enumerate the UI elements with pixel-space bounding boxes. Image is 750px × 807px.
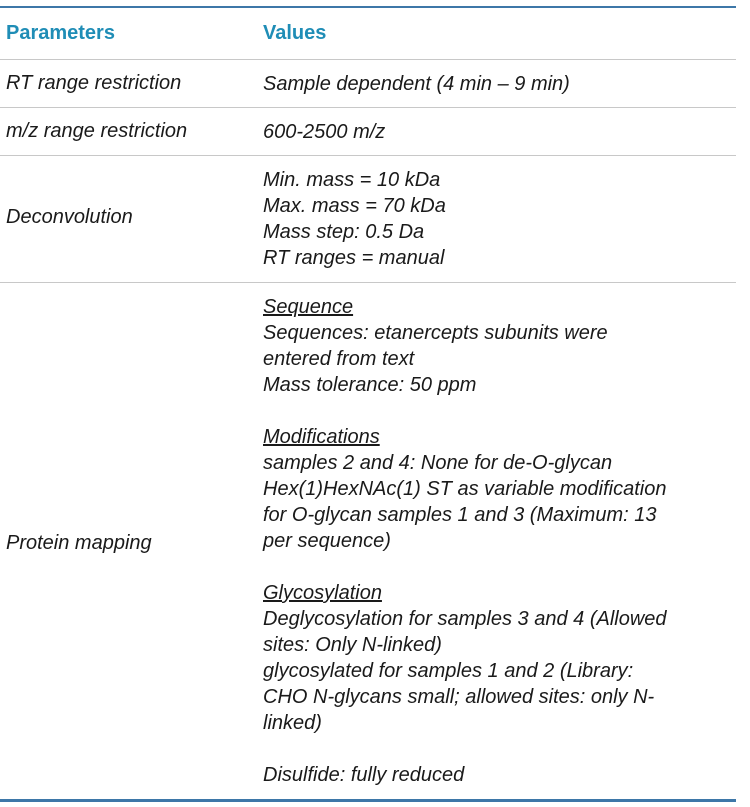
sequence-line: entered from text [263,348,415,370]
row-label-deconvolution: Deconvolution [6,206,133,228]
spacer [263,398,733,424]
modifications-line: per sequence) [263,530,391,552]
table-row [0,59,736,108]
row-value-rt-range: Sample dependent (4 min – 9 min) [263,73,570,95]
deconv-mass-step: Mass step: 0.5 Da [263,221,425,243]
deconv-min-mass: Min. mass = 10 kDa [263,169,441,191]
sequence-line: Mass tolerance: 50 ppm [263,374,477,396]
glycosylation-line: sites: Only N-linked) [263,634,442,656]
glycosylation-line: Deglycosylation for samples 3 and 4 (Allowed [263,608,667,630]
disulfide-line: Disulfide: fully reduced [263,764,465,786]
spacer [263,736,733,762]
row-value-mz-range: 600-2500 m/z [263,121,386,143]
table-row [0,282,736,800]
spacer [263,554,733,580]
table-top-rule [0,6,736,8]
table-row [0,155,736,283]
row-value-protein-mapping [263,294,733,788]
row-label-protein-mapping: Protein mapping [6,532,152,554]
modifications-title: Modifications [263,426,380,448]
glycosylation-line: glycosylated for samples 1 and 2 (Library: [263,660,634,682]
row-value-deconvolution [263,167,733,271]
header-values: Values [263,22,327,44]
deconv-rt-ranges: RT ranges = manual [263,247,445,269]
table-header [0,10,736,56]
modifications-line: samples 2 and 4: None for de-O-glycan [263,452,613,474]
row-label-mz-range: m/z range restriction [6,120,188,142]
glycosylation-line: CHO N-glycans small; allowed sites: only N- [263,686,655,708]
modifications-line: Hex(1)HexNAc(1) ST as variable modification [263,478,667,500]
deconv-max-mass: Max. mass = 70 kDa [263,195,446,217]
glycosylation-line: linked) [263,712,322,734]
table-bottom-rule [0,799,736,802]
header-parameters: Parameters [6,22,115,44]
table-row [0,107,736,156]
modifications-line: for O-glycan samples 1 and 3 (Maximum: 13 [263,504,657,526]
sequence-line: Sequences: etanercepts subunits were [263,322,608,344]
row-label-rt-range: RT range restriction [6,72,182,94]
glycosylation-title: Glycosylation [263,582,382,604]
sequence-title: Sequence [263,296,354,318]
